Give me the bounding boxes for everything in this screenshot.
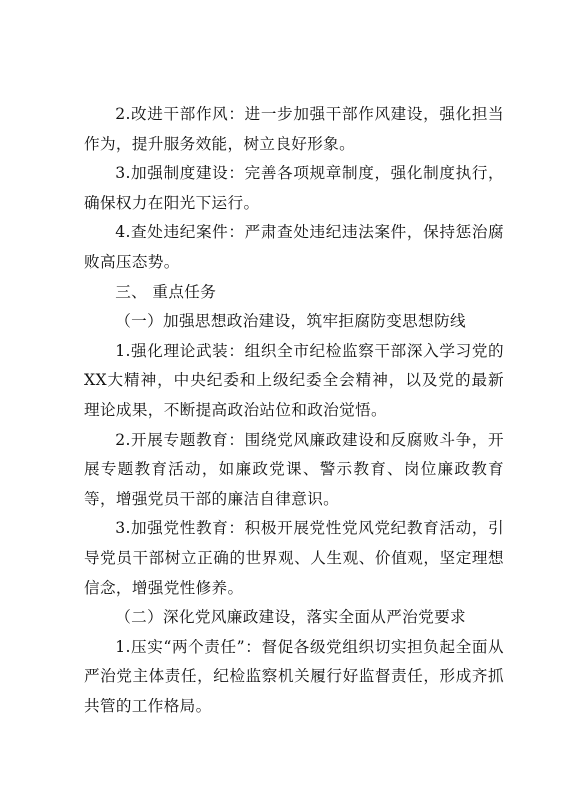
item-text: 围绕党风廉政建设和反腐败斗争，开展专题教育活动，如廉政党课、警示教育、岗位廉政教育等，增强党员干部的廉洁自律意识。 [84,430,504,508]
paragraph-theory-armament [84,337,504,426]
subsection-heading-clean-governance: （二）深化党风廉政建设，落实全面从严治党要求 [115,608,466,627]
item-text: 组织全市纪检监察干部深入学习党的XX大精神，中央纪委和上级纪委全会精神，以及党的最新理论成果，不断提高政治站位和政治觉悟。 [84,341,504,419]
section-heading-key-tasks: 三、 重点任务 [115,282,217,301]
paragraph-strengthen-system [84,159,504,218]
item-label: 3.加强制度建设： [115,164,245,183]
item-text: 进一步加强干部作风建设，强化担当作为，提升服务效能，树立良好形象。 [84,105,504,153]
item-label: 3.加强党性教育： [115,519,245,538]
paragraph-improve-cadre-style [84,100,504,159]
paragraph-party-spirit [84,514,504,603]
item-label: 2.开展专题教育： [115,430,245,449]
paragraph-investigate-cases [84,218,504,277]
item-text: 完善各项规章制度，强化制度执行，确保权力在阳光下运行。 [84,164,504,212]
item-label: 4.查处违纪案件： [115,223,245,242]
paragraph-special-education [84,426,504,515]
item-label: 2.改进干部作风： [115,105,245,123]
subsection-heading-ideology: （一）加强思想政治建设，筑牢拒腐防变思想防线 [115,312,466,331]
item-text: 积极开展党性党风党纪教育活动，引导党员干部树立正确的世界观、人生观、价值观，坚定理想信念，增强党性修养。 [84,519,504,597]
item-text: 严肃查处违纪违法案件，保持惩治腐败高压态势。 [84,223,504,271]
document-page [84,100,504,721]
item-label: 1.强化理论武装： [115,341,245,360]
paragraph-two-responsibilities [84,633,504,722]
item-text: 督促各级党组织切实担负起全面从严治党主体责任，纪检监察机关履行好监督责任，形成齐抓共管的工作格局。 [84,637,504,715]
item-label: 1.压实“两个责任”： [115,637,262,656]
